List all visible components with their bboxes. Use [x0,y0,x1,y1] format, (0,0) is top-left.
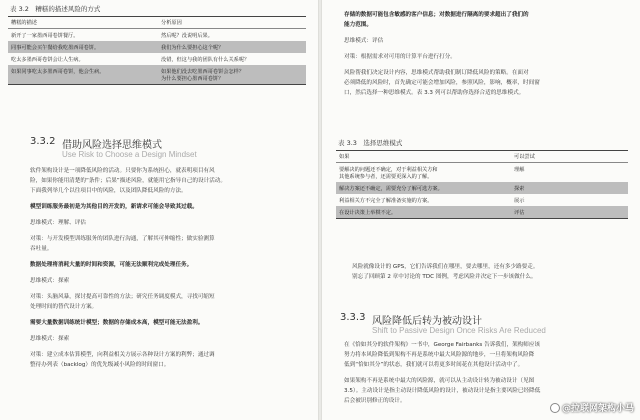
text-line: 3.5）。主动设计是指主动设计降低风险的设计，被动设计是指主要风险已经降低 [344,388,541,394]
section-title: 风险降低后转为被动设计 [372,316,482,327]
table-cell [158,29,306,42]
text-line: 别忘了回顾第 2 章中讨论的 TDC 图例，考虑风险并决定下一步该做什么。 [352,274,537,280]
section-number: 3.3.2 [30,136,56,147]
paragraph [344,36,383,46]
text-line: 思维模式：评估 [344,38,384,44]
paragraph [30,234,215,254]
section-title-english: Use Risk to Choose a Design Mindset [62,150,197,159]
risk-statement [30,202,198,212]
cell-line: 其他系统参与者，还需要更深入的了解。 [339,173,433,180]
text-line: 对策：建立成本估算模型，向利益相关方展示各种设计方案的利弊；通过调 [30,352,215,358]
cell-line: 为什么要担心墨西哥卷饼？ [161,75,224,82]
cell-line: 没错，但这与我的团队有什么关系呢？ [161,56,250,63]
text-line: 低到“恰如其分”的状态，我们就可以将更多时间花在其他设计活动中了。 [344,362,524,368]
text-line: 风险就像设计的 GPS，它们告诉我们在哪里，要去哪里，还有多少路要走。 [352,264,539,270]
table-3-3 [336,150,628,219]
text-line: 整待办列表（backlog）的优先级减小风险的时间窗口。 [30,362,170,368]
paragraph [30,350,215,370]
section-number: 3.3.3 [340,312,366,323]
table-cell: 同事可能会买午餐给我吃墨西哥卷饼。 [8,41,158,53]
text-line: 险，如果你能用清楚的“条件；后果”描述风险，就能用它指导自己的设计活动。 [30,178,226,184]
paragraph [344,68,540,98]
gps-paragraph [352,262,538,282]
text-line: 数据处理将消耗大量的时间和资源，可能无法顺利完成处理任务。 [30,262,193,268]
table-cell: 评估 [511,206,628,219]
text-line: 思维模式：探索 [30,278,70,284]
text-line: 软件架构设计是一项降低风险的活动。只要你为系统担心，就表明项目有风 [30,168,215,174]
text-line: 思维模式：理解、评估 [30,220,86,226]
table-cell: 吃太多墨西哥卷饼会让人生病。 [11,56,84,63]
table-cell [336,206,511,219]
cell-line: 解决方案还不确定，需要充分了解可选方案。 [339,185,443,192]
paragraph [344,52,456,62]
table-row [8,29,306,42]
table-cell: 展示 [514,197,525,204]
table-cell [336,163,511,183]
text-line: 口，然后选择一种思维模式。表 3.3 列可以帮助你选择合适的思维模式。 [344,90,525,96]
table-cell [336,182,511,194]
text-line: 吞吐量。 [30,246,53,252]
table-cell [158,41,306,53]
table-row [336,163,628,183]
watermark-logo-icon [550,403,560,413]
text-line: 对策：与开发模型训练服务的团队进行沟通，了解其可伸缩性；做实验测算 [30,236,215,242]
cell-line: 然后呢？没说明后果。 [161,32,213,39]
text-line: 需要大量数据训练统计模型；数据的存储成本高，模型可能无法盈利。 [30,320,204,326]
text-line: 必须降低的风险时，首先确定可能会增加风险，参照风险，影响，概率，时间窗 [344,80,540,86]
paragraph [30,166,226,196]
paragraph [344,340,540,370]
cell-line: 如果他们没去吃墨西哥卷饼会怎样？ [161,68,245,75]
cell-line: 我们为什么要担心这个呢？ [161,44,224,51]
table-row [336,194,628,206]
text-line: 下面我列举几个以往项目中的风险，以及团队降低风险的方法。 [30,188,187,194]
table-3-3-caption: 表 3.3 选择思维模式 [338,139,403,147]
section-title: 借助风险选择思维模式 [62,140,162,151]
table-cell: 新开了一家墨西哥卷饼餐厅。 [11,32,79,39]
table-cell: 理解 [514,166,525,173]
paragraph [30,276,69,286]
table-cell [158,53,306,65]
text-line: 风险帮我们决定设计内容，思维模式帮助我们制订降低风险的策略。在面对 [344,70,529,76]
left-page [0,0,318,420]
paragraph [30,292,215,312]
text-line: 处理时间的替代设计方案。 [30,304,98,310]
table-row [336,206,628,219]
table-cell [158,65,306,85]
text-line: 对策：头脑风暴，探讨提高可靠性的方法；研究任务调度模式，寻找可缩短 [30,294,215,300]
table-row [8,65,306,85]
cell-line: 在设计决策上举棋不定。 [339,209,397,216]
risk-statement [30,260,192,270]
paragraph [344,376,540,406]
table-cell [336,194,511,206]
table-row [8,41,306,53]
table-3-2 [8,16,306,85]
watermark-text: @拉联网架构小马 [561,404,634,414]
cell-line: 要解决的问题还不确定，对于利益相关方和 [339,166,438,173]
text-line: 模型训练服务最初是为其他目的开发的，新请求可能会导致其过载。 [30,204,198,210]
table-row [336,182,628,194]
text-line: 思维模式：探索 [30,336,70,342]
text-line: 存储的数据可能包含敏感的客户信息；对数据进行隔离的要求超出了我们的 [344,12,529,18]
table-header: 分析原因 [158,17,306,29]
right-page [322,0,640,420]
table-cell: 如果同事吃太多墨西哥卷饼，他会生病。 [8,65,158,85]
watermark [550,401,634,414]
text-line: 在《恰如其分的软件架构》一书中，George Fairbanks 告诉我们，架构师应该 [344,342,541,348]
text-line: 如果架构不再是系统中最大的风险源，就可以从主动设计转为被动设计（见图 [344,378,535,384]
table-cell: 探索 [511,182,628,194]
risk-statement [344,10,529,30]
table-header: 可以尝试 [511,151,628,163]
table-3-2-caption: 表 3.2 糟糕的描述风险的方式 [10,5,101,13]
text-line: 对策：根据需求对可用的计算平台进行打分。 [344,54,456,60]
table-header: 如果 [336,151,511,163]
paragraph [30,334,69,344]
text-line: 努力将本风险降低到架构不再是系统中最大风险源的地步，一旦将架构风险降 [344,352,535,358]
section-title-english: Shift to Passive Design Once Risks Are Reduced [372,326,546,335]
text-line: 能力范围。 [344,22,372,28]
paragraph [30,218,86,228]
text-line: 后会被识别修正的设计。 [344,398,406,404]
risk-statement [30,318,203,328]
table-row [8,53,306,65]
table-header: 糟糕的描述 [8,17,158,29]
cell-line: 利益相关方不完全了解准备实施的方案。 [339,197,433,204]
